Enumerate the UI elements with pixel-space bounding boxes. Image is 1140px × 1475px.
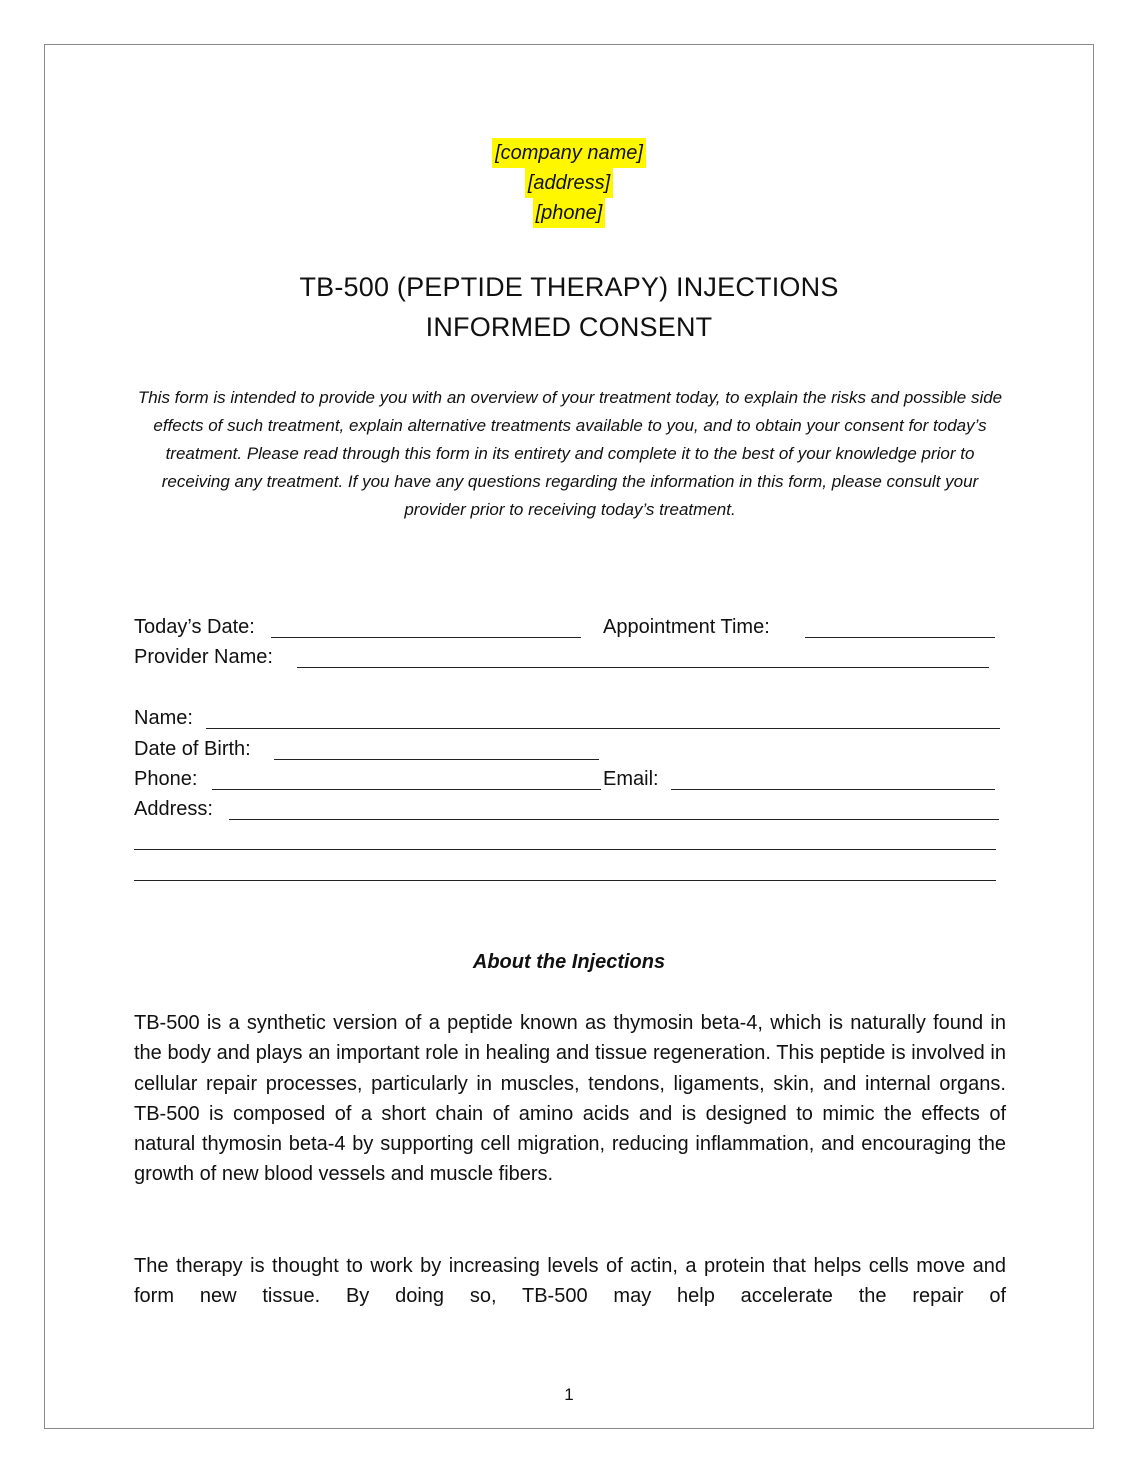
address-label: Address: (134, 798, 213, 820)
todays-date-label: Today’s Date: (134, 616, 255, 638)
provider-name-label: Provider Name: (134, 646, 273, 668)
date-of-birth-line[interactable] (274, 759, 599, 760)
phone-line[interactable] (212, 789, 601, 790)
company-name-placeholder: [company name] (492, 138, 646, 168)
document-page (44, 44, 1094, 1429)
intro-text: This form is intended to provide you with an overview of your treatment today, to explain the risks and possible side effects of such treatment, explain alternative treatments available to you, and to obtain your consent for today’s treatment. Please read through this form in its entirety and complete it to the best of your knowledge prior to receiving any treatment. If you have any questions regarding the information in this form, please consult your provider prior to receiving today’s treatment. (137, 388, 1003, 519)
appointment-time-line[interactable] (805, 637, 995, 638)
appointment-time-label: Appointment Time: (603, 616, 770, 638)
name-label: Name: (134, 707, 193, 729)
email-line[interactable] (671, 789, 995, 790)
section-paragraph-1: TB-500 is a synthetic version of a peptide known as thymosin beta-4, which is naturally found in the body and plays an important role in healing and tissue regeneration. This peptide is involved in cellular repair processes, particularly in muscles, tendons, ligaments, skin, and internal organs. TB-500 is composed of a short chain of amino acids and is designed to mimic the effects of natural thymosin beta-4 by supporting cell migration, reducing inflammation, and encouraging the growth of new blood vessels and muscle fibers. (134, 1012, 1006, 1186)
date-of-birth-label: Date of Birth: (134, 738, 251, 760)
page-number: 1 (564, 1385, 574, 1404)
section-paragraph-2: The therapy is thought to work by increasing levels of actin, a protein that helps cells move and form new tissue. By doing so, TB-500 may help accelerate the repair of (134, 1255, 1006, 1308)
company-header (45, 138, 1093, 228)
phone-label: Phone: (134, 768, 198, 790)
title-line-2: INFORMED CONSENT (425, 312, 713, 342)
provider-name-line[interactable] (297, 667, 989, 668)
title-line-1: TB-500 (PEPTIDE THERAPY) INJECTIONS (299, 272, 839, 302)
email-label: Email: (603, 768, 659, 790)
todays-date-line[interactable] (271, 637, 581, 638)
section-heading: About the Injections (472, 951, 666, 973)
phone-placeholder: [phone] (533, 198, 606, 228)
address-line-3[interactable] (134, 880, 996, 881)
address-line-2[interactable] (134, 849, 996, 850)
name-line[interactable] (206, 728, 1000, 729)
document-title (45, 267, 1093, 347)
address-line-1[interactable] (229, 819, 999, 820)
address-placeholder: [address] (525, 168, 613, 198)
